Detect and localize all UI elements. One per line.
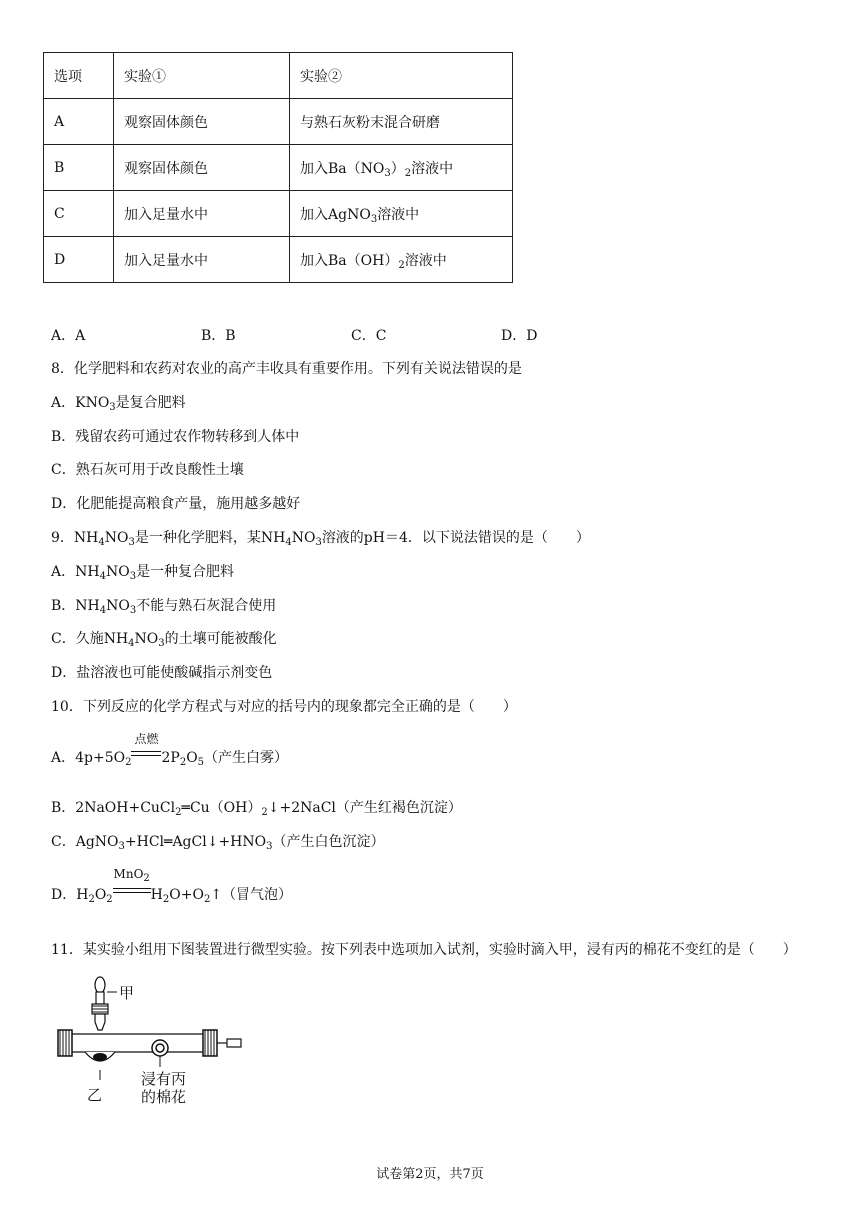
table-cell: 加入足量水中 bbox=[114, 237, 290, 283]
table-cell: D bbox=[44, 237, 114, 283]
table-cell: 与熟石灰粉末混合研磨 bbox=[290, 99, 513, 145]
question-8-option-d: D．化肥能提高粮食产量，施用越多越好 bbox=[51, 496, 301, 512]
table-row bbox=[44, 237, 513, 283]
question-9-option-b: B．$NH_4NO_3$不能与熟石灰混合使用 bbox=[51, 598, 277, 616]
question-8-option-b: B．残留农药可通过农作物转移到人体中 bbox=[51, 429, 300, 445]
equation-reactants: A．$4p+5O_2$ bbox=[51, 750, 132, 768]
table-cell: 加入$Ba(NO_3)_2$溶液中 bbox=[290, 145, 513, 191]
table-cell: 观察固体颜色 bbox=[114, 99, 290, 145]
label-yi: 乙 bbox=[87, 1086, 103, 1104]
table-row bbox=[44, 145, 513, 191]
choice-d: D．D bbox=[501, 328, 538, 344]
table-cell: B bbox=[44, 145, 114, 191]
options-table bbox=[43, 52, 513, 283]
table-header-cell: 选项 bbox=[44, 53, 114, 99]
question-10-option-c: C．$AgNO_3+HCl═AgCl↓+HNO_3$（产生白色沉淀） bbox=[51, 834, 385, 852]
choice-c: C．C bbox=[351, 328, 387, 344]
table-cell: A bbox=[44, 99, 114, 145]
table-header-cell: 实验① bbox=[114, 53, 290, 99]
table-cell: 加入AgNO$_3$溶液中 bbox=[290, 191, 513, 237]
question-10-option-d bbox=[51, 867, 293, 905]
question-9-stem: 9．$NH_4NO_3$是一种化学肥料，某$NH_4NO_3$溶液的pH＝4．以下说法错误的是（ ） bbox=[51, 530, 590, 548]
question-8-option-c: C．熟石灰可用于改良酸性土壤 bbox=[51, 462, 244, 478]
question-11-stem: 11．某实验小组用下图装置进行微型实验。按下列表中选项加入试剂，实验时滴入甲，浸有丙的棉花不变红的是（ ） bbox=[51, 942, 797, 958]
table-cell: 加入足量水中 bbox=[114, 191, 290, 237]
equation-reactants: D．$H_2O_2$ bbox=[51, 887, 113, 905]
dropper-icon bbox=[92, 977, 117, 1030]
question-8-stem: 8．化学肥料和农药对农业的高产丰收具有重要作用。下列有关说法错误的是 bbox=[51, 361, 522, 377]
reaction-condition bbox=[113, 867, 151, 899]
question-9-option-a: A．$NH_4NO_3$是一种复合肥料 bbox=[51, 564, 235, 582]
question-8-option-a: A．$KNO_3$是复合肥料 bbox=[51, 395, 186, 413]
table-cell: C bbox=[44, 191, 114, 237]
table-row bbox=[44, 191, 513, 237]
table-header-cell: 实验② bbox=[290, 53, 513, 99]
question-10-stem: 10．下列反应的化学方程式与对应的括号内的现象都完全正确的是（ ） bbox=[51, 699, 517, 715]
table-cell: 加入$Ba(OH)_2$溶液中 bbox=[290, 237, 513, 283]
condition-label: 点燃 bbox=[134, 732, 159, 746]
table-header-row bbox=[44, 53, 513, 99]
choice-b: B．B bbox=[201, 328, 236, 344]
label-bing-line2: 的棉花 bbox=[141, 1088, 187, 1106]
reaction-condition bbox=[131, 732, 161, 762]
equals-sign bbox=[131, 751, 161, 756]
question-9-option-c: C．久施$NH_4NO_3$的土壤可能被酸化 bbox=[51, 631, 277, 649]
equation-products: $2P_2O_5$（产生白雾） bbox=[161, 750, 289, 768]
table-row bbox=[44, 99, 513, 145]
equation-products: $H_2O+O_2↑$（冒气泡） bbox=[150, 887, 293, 905]
label-bing-line1: 浸有丙 bbox=[141, 1070, 187, 1088]
label-jia: 甲 bbox=[119, 984, 135, 1002]
equals-sign bbox=[113, 888, 151, 893]
question-9-option-d: D．盐溶液也可能使酸碱指示剂变色 bbox=[51, 665, 273, 681]
condition-label: MnO$_2$ bbox=[113, 867, 150, 884]
table-cell: 观察固体颜色 bbox=[114, 145, 290, 191]
page-footer: 试卷第2页，共7页 bbox=[376, 1167, 484, 1182]
question-10-option-a bbox=[51, 732, 289, 768]
choice-a: A．A bbox=[51, 328, 86, 344]
question-10-option-b: B．$2NaOH+CuCl_2═Cu(OH)_2↓+2NaCl$（产生红褐色沉淀） bbox=[51, 800, 462, 818]
